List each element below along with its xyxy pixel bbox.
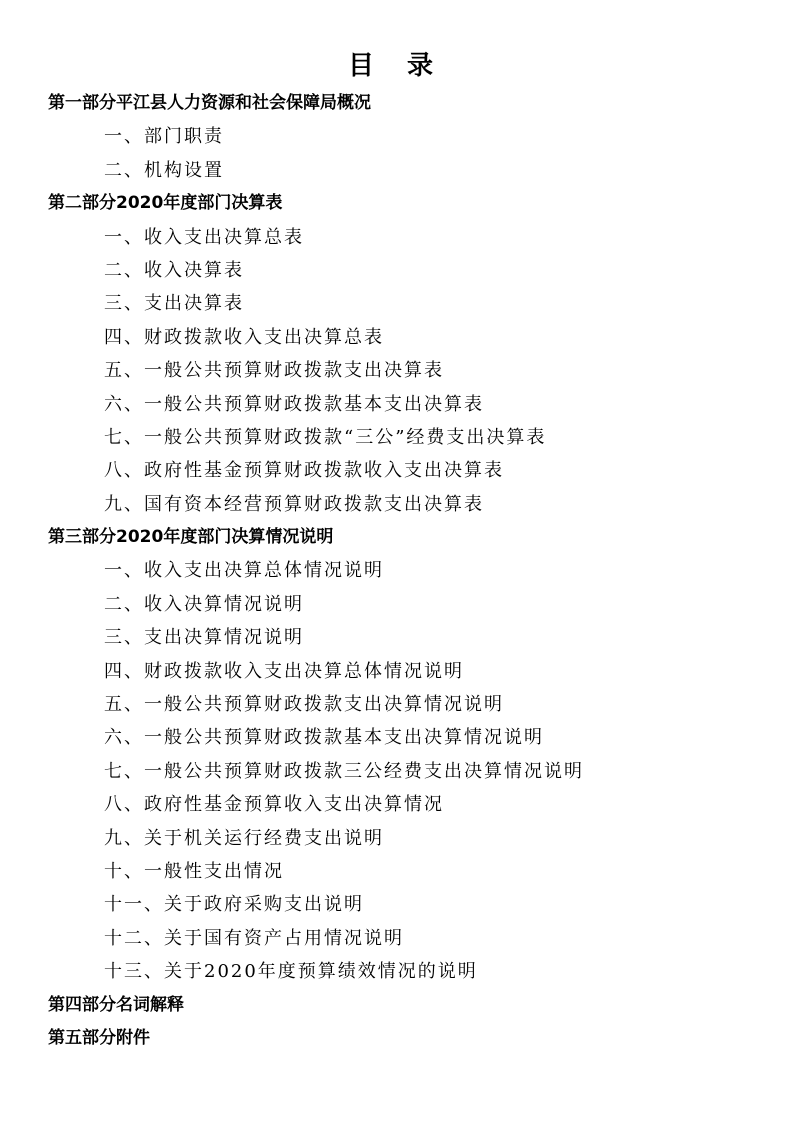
toc-item: 九、国有资本经营预算财政拨款支出决算表	[104, 493, 484, 515]
toc-item: 七、一般公共预算财政拨款三公经费支出决算情况说明	[104, 760, 584, 782]
toc-item: 二、收入决算情况说明	[104, 593, 304, 615]
toc-item: 二、机构设置	[104, 159, 224, 181]
toc-item: 五、一般公共预算财政拨款支出决算表	[104, 360, 444, 382]
toc-part-2: 第二部分2020年度部门决算表	[48, 193, 283, 214]
toc-item: 十三、关于2020年度预算绩效情况的说明	[104, 961, 478, 983]
toc-item: 九、关于机关运行经费支出说明	[104, 827, 384, 849]
toc-part-4: 第四部分名词解释	[48, 994, 184, 1015]
toc-item: 十、一般性支出情况	[104, 860, 284, 882]
toc-item: 一、收入支出决算总表	[104, 226, 304, 248]
toc-item: 七、一般公共预算财政拨款“三公”经费支出决算表	[104, 426, 547, 448]
toc-item: 四、财政拨款收入支出决算总表	[104, 326, 384, 348]
toc-item: 一、部门职责	[104, 126, 224, 148]
page-title: 目 录	[347, 51, 446, 81]
toc-part-3: 第三部分2020年度部门决算情况说明	[48, 527, 334, 548]
toc-item: 三、支出决算表	[104, 293, 244, 315]
toc-part-1: 第一部分平江县人力资源和社会保障局概况	[48, 93, 371, 113]
toc-item: 十一、关于政府采购支出说明	[104, 894, 364, 916]
toc-item: 一、收入支出决算总体情况说明	[104, 560, 384, 582]
toc-item: 八、政府性基金预算财政拨款收入支出决算表	[104, 460, 504, 482]
toc-item: 三、支出决算情况说明	[104, 627, 304, 649]
toc-item: 五、一般公共预算财政拨款支出决算情况说明	[104, 694, 504, 716]
toc-item: 六、一般公共预算财政拨款基本支出决算情况说明	[104, 727, 544, 749]
table-of-contents	[0, 87, 793, 1055]
toc-part-5: 第五部分附件	[48, 1027, 150, 1048]
toc-item: 十二、关于国有资产占用情况说明	[104, 927, 404, 949]
toc-item: 六、一般公共预算财政拨款基本支出决算表	[104, 393, 484, 415]
toc-item: 八、政府性基金预算收入支出决算情况	[104, 794, 444, 816]
toc-item: 四、财政拨款收入支出决算总体情况说明	[104, 660, 464, 682]
toc-item: 二、收入决算表	[104, 259, 244, 281]
